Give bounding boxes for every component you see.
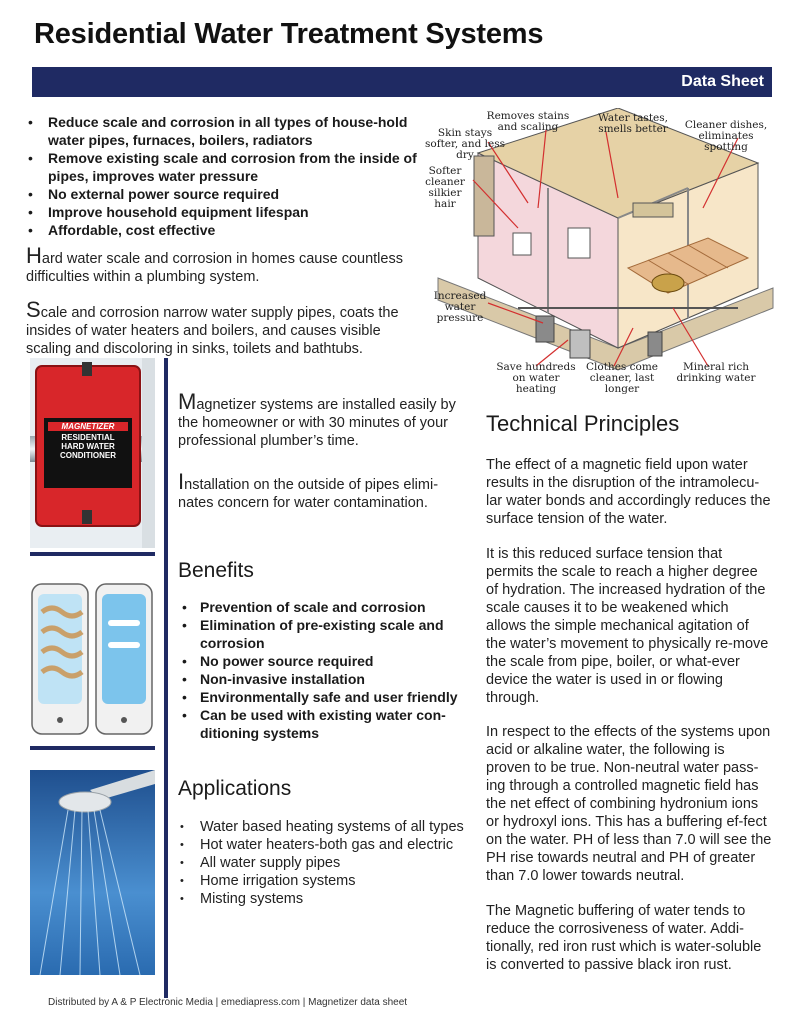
technical-heading: Technical Principles	[486, 411, 680, 436]
feature-item: • No external power source required	[26, 185, 426, 203]
callout-removes-stains: Removes stains and scaling	[486, 110, 570, 133]
water-heater-comparison-image	[30, 580, 155, 740]
magnetizer-paragraph-2	[178, 469, 463, 512]
technical-paragraph-1: The effect of a magnetic field upon water results in the disruption of the intramolecu-lar water bonds and accordingly reduces the surface tension of the water.	[486, 457, 771, 527]
drop-cap: H	[26, 243, 42, 268]
benefit-item: • No power source required	[178, 652, 468, 670]
house-illustration	[418, 108, 778, 395]
callout-mineral-rich: Mineral rich drinking water	[676, 361, 756, 384]
benefits-heading: Benefits	[178, 559, 254, 582]
drop-cap: I	[178, 469, 185, 494]
product-brand: MAGNETIZER	[48, 422, 128, 431]
banner-label: Data Sheet	[681, 73, 764, 90]
product-line: RESIDENTIAL	[61, 433, 115, 442]
intro-paragraph-2	[26, 297, 421, 358]
water-heaters-graphic	[30, 580, 155, 740]
product-line: HARD WATER	[61, 442, 115, 451]
application-item: • All water supply pipes	[178, 854, 468, 872]
feature-item: • Reduce scale and corrosion in all types of house-hold water pipes, furnaces, boilers, radiators	[26, 113, 426, 149]
header-banner	[32, 67, 772, 97]
divider-bar	[30, 552, 155, 556]
product-line: CONDITIONER	[60, 451, 116, 460]
technical-paragraph-4: The Magnetic buffering of water tends to reduce the corrosiveness of water. Addi-tionally, red iron rust which is water-soluble is converted to passive black iron rust.	[486, 903, 762, 973]
feature-item: • Remove existing scale and corrosion from the inside of pipes, improves water pressure	[26, 149, 426, 185]
page-title: Residential Water Treatment Systems	[34, 18, 544, 50]
divider-bar	[30, 746, 155, 750]
benefits-list	[178, 598, 468, 742]
callout-save-heating: Save hundreds on water heating	[496, 361, 576, 395]
application-item: • Misting systems	[178, 890, 468, 908]
callout-skin-softer: Skin stays softer, and less dry	[424, 127, 505, 161]
callout-softer-hair: Softer cleaner silkier hair	[425, 165, 465, 210]
benefit-item: • Prevention of scale and corrosion	[178, 598, 468, 616]
benefit-item: • Can be used with existing water con-ditioning systems	[178, 706, 468, 742]
column-divider	[164, 358, 168, 998]
magnetizer-text: agnetizer systems are installed easily by the homeowner or with 30 minutes of your professional plumber’s time.	[178, 397, 456, 449]
intro-text: ard water scale and corrosion in homes cause countless difficulties within a plumbing system.	[26, 251, 403, 285]
technical-paragraph-2: It is this reduced surface tension that permits the scale to reach a higher degree of hydration. The increased hydration of the scale causes it to be weakened which allows the simple mechanical agitation of the water’s movement to physically re-move the scale from pipe, boiler, or what-ever device the water is used in or flowing through.	[486, 546, 769, 706]
application-item: • Water based heating systems of all types	[178, 818, 468, 836]
applications-list	[178, 818, 468, 908]
magnetizer-paragraph-1	[178, 389, 463, 450]
shower-head-graphic	[30, 770, 155, 975]
feature-item: • Improve household equipment lifespan	[26, 203, 426, 221]
shower-image	[30, 770, 155, 975]
benefit-item: • Elimination of pre-existing scale and corrosion	[178, 616, 468, 652]
drop-cap: S	[26, 297, 41, 322]
product-image	[30, 358, 155, 548]
feature-item: • Affordable, cost effective	[26, 221, 426, 239]
callout-cleaner-dishes: Cleaner dishes, eliminates spotting	[684, 119, 768, 153]
callout-clothes-cleaner: Clothes come cleaner, last longer	[586, 361, 659, 395]
benefit-item: • Environmentally safe and user friendly	[178, 688, 468, 706]
intro-text: cale and corrosion narrow water supply pipes, coats the insides of water heaters and boilers, and causes visible scaling and discoloring in sinks, toilets and bathtubs.	[26, 305, 399, 357]
callout-water-tastes: Water tastes, smells better	[598, 112, 668, 135]
callout-increased-pressure: Increased water pressure	[433, 290, 487, 324]
application-item: • Hot water heaters-both gas and electric	[178, 836, 468, 854]
intro-paragraph-1	[26, 243, 421, 286]
product-label	[44, 420, 132, 460]
feature-list	[26, 113, 426, 239]
applications-heading: Applications	[178, 777, 292, 800]
drop-cap: M	[178, 389, 197, 414]
benefit-item: • Non-invasive installation	[178, 670, 468, 688]
magnetizer-text: nstallation on the outside of pipes elimi-nates concern for water contamination.	[178, 477, 439, 511]
footer-text: Distributed by A & P Electronic Media | emediapress.com | Magnetizer data sheet	[48, 997, 408, 1008]
technical-paragraph-3: In respect to the effects of the systems upon acid or alkaline water, the following is proven to be true. Non-neutral water pass-ing through a controlled magnetic field has the net effect of combining hydronium ions or hydroxyl ions. This has a buffering ef-fect on the water. PH of less than 7.0 will see the PH rise towards neutral and PH of greater than 7.0 lower towards neutral.	[486, 724, 772, 884]
application-item: • Home irrigation systems	[178, 872, 468, 890]
